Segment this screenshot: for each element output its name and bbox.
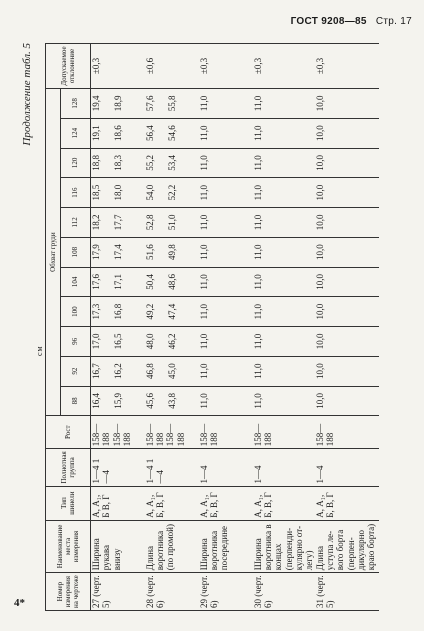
row-height: 158— 188 158— 188	[91, 416, 145, 449]
girth-value: 17,4	[113, 244, 124, 261]
table-row	[253, 44, 315, 611]
girth-value: 49,8	[166, 244, 177, 261]
girth-value-cell	[253, 208, 315, 238]
girth-value-cell	[315, 237, 379, 267]
girth-value: 18,2	[91, 214, 101, 231]
girth-value-cell	[315, 178, 379, 208]
girth-size: 104	[61, 267, 91, 297]
girth-value-cell	[199, 118, 253, 148]
unit-label: см	[35, 345, 44, 356]
row-place: Ширина воротника посередине	[199, 520, 253, 573]
girth-value: 56,4	[144, 125, 155, 142]
row-type: А, А₁, Б, В, Г	[199, 486, 253, 520]
col-height: Рост	[46, 416, 91, 449]
girth-value: 18,5	[91, 184, 101, 201]
girth-size: 124	[61, 118, 91, 148]
row-number: 29 (черт. 6)	[199, 573, 253, 611]
row-tolerance: ±0,3	[199, 44, 253, 89]
girth-value: 11,0	[252, 155, 263, 171]
girth-value-cell	[91, 178, 145, 208]
girth-value: 11,0	[198, 155, 209, 171]
girth-value: 11,0	[198, 184, 209, 201]
col-number: Номер измерения на чертеже	[46, 573, 91, 611]
girth-value-cell	[315, 118, 379, 148]
girth-value: 11,0	[252, 184, 263, 201]
girth-value-cell	[253, 148, 315, 178]
row-number: 30 (черт. 6)	[253, 573, 315, 611]
girth-value: 11,0	[198, 363, 209, 379]
girth-size: 96	[61, 327, 91, 357]
girth-value: 51,6	[144, 244, 155, 261]
footer-mark: 4*	[14, 597, 25, 609]
girth-value-cell	[145, 178, 199, 208]
girth-value-cell	[91, 356, 145, 386]
girth-value: 17,6	[91, 274, 101, 290]
girth-value: 54,6	[166, 125, 177, 142]
girth-value: 11,0	[252, 95, 263, 112]
girth-value-cell	[199, 327, 253, 357]
page-header	[291, 16, 412, 27]
girth-value: 16,4	[91, 393, 101, 409]
row-place: Ширина рукава внизу	[91, 520, 145, 573]
row-tolerance: ±0,3	[315, 44, 379, 89]
girth-value: 10,0	[314, 184, 325, 201]
girth-value-cell	[253, 237, 315, 267]
girth-value-cell	[315, 386, 379, 416]
girth-value-cell	[199, 267, 253, 297]
girth-value: 16,7	[91, 363, 101, 380]
girth-size: 92	[61, 356, 91, 386]
page-number: Стр. 17	[375, 16, 412, 27]
girth-size: 120	[61, 148, 91, 178]
girth-value: 43,8	[166, 393, 177, 409]
girth-value-cell	[315, 327, 379, 357]
girth-value: 48,0	[144, 333, 155, 350]
row-group: 1—4 1—4	[145, 449, 199, 486]
girth-value: 11,0	[198, 303, 209, 320]
girth-value-cell	[199, 208, 253, 238]
girth-value: 19,1	[91, 125, 101, 142]
girth-value-cell	[91, 267, 145, 297]
girth-value-cell	[145, 267, 199, 297]
rotated-table-area	[21, 43, 403, 611]
girth-value: 11,0	[198, 333, 209, 350]
girth-value-cell	[91, 89, 145, 119]
girth-value: 10,0	[314, 333, 325, 350]
girth-value: 54,0	[144, 184, 155, 201]
girth-value: 52,8	[144, 214, 155, 231]
girth-size: 108	[61, 237, 91, 267]
girth-value: 10,0	[314, 125, 325, 142]
girth-value-cell	[253, 297, 315, 327]
girth-value: 11,0	[252, 214, 263, 231]
girth-value: 10,0	[314, 363, 325, 380]
table-row	[91, 44, 145, 611]
row-height: 158— 188	[253, 416, 315, 449]
measurements-table	[45, 43, 379, 611]
col-tolerance: Допускаемое отклонение	[46, 44, 91, 89]
girth-value: 52,2	[166, 184, 177, 201]
girth-value: 57,6	[144, 95, 155, 112]
girth-value: 45,6	[144, 393, 155, 409]
girth-value-cell	[315, 148, 379, 178]
girth-value: 18,0	[113, 184, 124, 201]
col-girth: Обхват груди	[46, 89, 61, 416]
girth-value-cell	[145, 148, 199, 178]
girth-value: 47,4	[166, 303, 177, 320]
table-row	[199, 44, 253, 611]
girth-value: 46,2	[166, 333, 177, 350]
girth-value-cell	[253, 118, 315, 148]
girth-value: 49,2	[144, 303, 155, 320]
girth-value-cell	[145, 208, 199, 238]
girth-size: 100	[61, 297, 91, 327]
girth-value: 18,3	[113, 155, 124, 171]
girth-value: 11,0	[252, 244, 263, 260]
girth-value: 11,0	[252, 303, 263, 320]
col-place: Наименование места измерения	[46, 520, 91, 573]
girth-value-cell	[199, 237, 253, 267]
girth-value-cell	[253, 267, 315, 297]
girth-value-cell	[199, 297, 253, 327]
row-type: А, А₁, Б, В, Г	[315, 486, 379, 520]
girth-value-cell	[199, 148, 253, 178]
row-tolerance: ±0,3	[91, 44, 145, 89]
girth-value: 16,5	[113, 333, 124, 350]
table-row	[315, 44, 379, 611]
girth-value-cell	[91, 148, 145, 178]
girth-value: 16,8	[113, 303, 124, 320]
girth-value-cell	[91, 327, 145, 357]
col-type: Тип шинели	[46, 486, 91, 520]
girth-value: 48,6	[166, 274, 177, 290]
girth-value: 10,0	[314, 95, 325, 112]
girth-value-cell	[145, 237, 199, 267]
girth-value: 17,1	[113, 274, 124, 290]
girth-value: 17,7	[113, 214, 124, 231]
girth-size: 88	[61, 386, 91, 416]
girth-value: 17,3	[91, 303, 101, 320]
girth-value-cell	[253, 327, 315, 357]
row-group: 1—4	[253, 449, 315, 486]
girth-value: 46,8	[144, 363, 155, 380]
girth-value: 11,0	[198, 274, 209, 290]
girth-value-cell	[145, 297, 199, 327]
girth-value: 18,8	[91, 155, 101, 171]
girth-value: 45,0	[166, 363, 177, 380]
row-group: 1—4	[315, 449, 379, 486]
girth-value-cell	[91, 237, 145, 267]
girth-value: 19,4	[91, 95, 101, 112]
girth-value-cell	[145, 386, 199, 416]
row-height: 158— 188 158— 188	[145, 416, 199, 449]
girth-value-cell	[91, 297, 145, 327]
standard-code: ГОСТ 9208—85	[290, 16, 367, 27]
row-number: 31 (черт. 5)	[315, 573, 379, 611]
row-type: А, А₁, Б, В, Г	[145, 486, 199, 520]
row-height: 158— 188	[315, 416, 379, 449]
girth-value: 18,9	[113, 95, 124, 112]
col-group: Полнотная группа	[46, 449, 91, 486]
girth-value: 11,0	[252, 333, 263, 350]
girth-value-cell	[253, 89, 315, 119]
girth-value-cell	[145, 356, 199, 386]
girth-value: 50,4	[144, 274, 155, 290]
row-group: 1—4 1—4	[91, 449, 145, 486]
girth-value: 15,9	[113, 393, 124, 409]
girth-value-cell	[91, 208, 145, 238]
table-title: Продолжение табл. 5	[21, 43, 33, 146]
girth-value: 11,0	[198, 393, 209, 409]
girth-value-cell	[91, 386, 145, 416]
girth-value-cell	[145, 89, 199, 119]
girth-value-cell	[315, 89, 379, 119]
row-number: 27 (черт. 5)	[91, 573, 145, 611]
girth-value: 10,0	[314, 274, 325, 290]
girth-value-cell	[145, 118, 199, 148]
girth-value: 11,0	[198, 214, 209, 231]
row-place: Длина воротника (по промой)	[145, 520, 199, 573]
girth-value-cell	[253, 386, 315, 416]
girth-value: 53,4	[166, 155, 177, 171]
row-tolerance: ±0,3	[253, 44, 315, 89]
girth-size: 116	[61, 178, 91, 208]
girth-value: 55,8	[166, 95, 177, 112]
girth-value: 11,0	[198, 244, 209, 260]
girth-value: 10,0	[314, 214, 325, 231]
girth-value: 17,9	[91, 244, 101, 261]
girth-value-cell	[91, 118, 145, 148]
girth-value: 11,0	[252, 393, 263, 409]
girth-value: 51,0	[166, 214, 177, 231]
row-number: 28 (черт. 6)	[145, 573, 199, 611]
row-type: А, А₁, Б В, Г	[91, 486, 145, 520]
girth-size: 112	[61, 208, 91, 238]
girth-value: 18,6	[113, 125, 124, 142]
row-tolerance: ±0,6	[145, 44, 199, 89]
row-height: 158— 188	[199, 416, 253, 449]
girth-value: 10,0	[314, 155, 325, 171]
girth-value-cell	[145, 327, 199, 357]
row-place: Длина уступа левого борта (перпендикулярно краю борта)	[315, 520, 379, 573]
girth-value: 11,0	[252, 363, 263, 379]
girth-value-cell	[199, 386, 253, 416]
row-type: А, А₁, Б, В, Г	[253, 486, 315, 520]
girth-value-cell	[253, 356, 315, 386]
table-body	[91, 44, 379, 611]
girth-value: 11,0	[252, 274, 263, 290]
girth-value: 55,2	[144, 155, 155, 171]
girth-value: 11,0	[198, 125, 209, 141]
girth-value: 10,0	[314, 303, 325, 320]
girth-value-cell	[199, 178, 253, 208]
girth-value-cell	[253, 178, 315, 208]
girth-value: 17,0	[91, 333, 101, 350]
girth-value-cell	[315, 208, 379, 238]
girth-value-cell	[315, 356, 379, 386]
girth-value: 11,0	[198, 95, 209, 112]
girth-value-cell	[315, 297, 379, 327]
row-place: Ширина воротника в концах (перпендикулярно отлегу)	[253, 520, 315, 573]
girth-value: 11,0	[252, 125, 263, 141]
girth-value: 16,2	[113, 363, 124, 380]
row-group: 1—4	[199, 449, 253, 486]
girth-value: 10,0	[314, 393, 325, 409]
girth-value: 10,0	[314, 244, 325, 261]
girth-value-cell	[315, 267, 379, 297]
girth-size: 128	[61, 89, 91, 119]
table-row	[145, 44, 199, 611]
girth-value-cell	[199, 356, 253, 386]
girth-value-cell	[199, 89, 253, 119]
